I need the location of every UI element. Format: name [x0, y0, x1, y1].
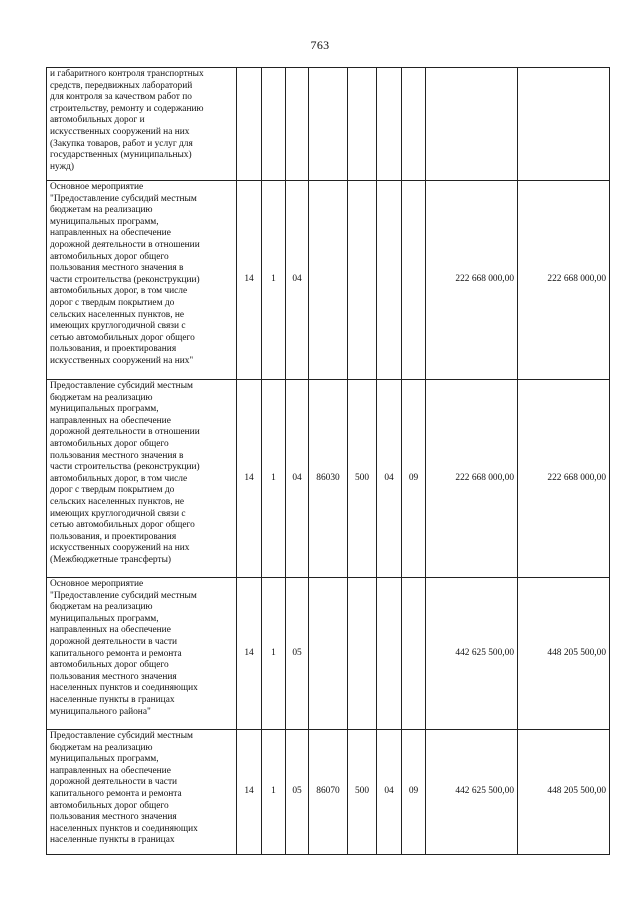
subsection-code [402, 181, 426, 380]
amount-year-2: 448 205 500,00 [518, 730, 610, 855]
budget-table [46, 67, 610, 855]
section-code [377, 578, 402, 730]
event-code: 05 [286, 730, 309, 855]
expense-type-code: 500 [348, 730, 377, 855]
expense-type-code [348, 68, 377, 181]
subsection-code [402, 578, 426, 730]
subprogram-code [262, 68, 286, 181]
direction-code: 86070 [309, 730, 348, 855]
section-code [377, 68, 402, 181]
amount-year-1: 222 668 000,00 [426, 181, 518, 380]
subprogram-code: 1 [262, 730, 286, 855]
subsection-code [402, 68, 426, 181]
section-code: 04 [377, 730, 402, 855]
program-code: 14 [237, 730, 262, 855]
table-row [47, 380, 610, 578]
event-code: 05 [286, 578, 309, 730]
row-description: Основное мероприятие "Предоставление субсидий местным бюджетам на реализацию муниципальных программ, направленных на обеспечение дорожной деятельности в части капитального ремонта и ремонта автомобильных дорог общего пользования местного значения населенных пунктов и соединяющих населенные пункты в границах муниципального района" [47, 578, 237, 730]
page-number: 763 [310, 38, 330, 52]
table-row [47, 730, 610, 855]
program-code: 14 [237, 380, 262, 578]
subprogram-code: 1 [262, 380, 286, 578]
table-row [47, 578, 610, 730]
direction-code [309, 578, 348, 730]
program-code: 14 [237, 578, 262, 730]
table-row [47, 68, 610, 181]
row-description: Предоставление субсидий местным бюджетам на реализацию муниципальных программ, направленных на обеспечение дорожной деятельности в отношении автомобильных дорог общего пользования местного значения в части строительства (реконструкции) автомобильных дорог, в том числе дорог с твердым покрытием до сельских населенных пунктов, не имеющих круглогодичной связи с сетью автомобильных дорог общего пользования, и проектирования искусственных сооружений на них (Межбюджетные трансферты) [47, 380, 237, 578]
amount-year-2: 448 205 500,00 [518, 578, 610, 730]
event-code [286, 68, 309, 181]
program-code [237, 68, 262, 181]
direction-code [309, 181, 348, 380]
expense-type-code: 500 [348, 380, 377, 578]
row-description: Основное мероприятие "Предоставление субсидий местным бюджетам на реализацию муниципальных программ, направленных на обеспечение дорожной деятельности в отношении автомобильных дорог общего пользования местного значения в части строительства (реконструкции) автомобильных дорог, в том числе дорог с твердым покрытием до сельских населенных пунктов, не имеющих круглогодичной связи с сетью автомобильных дорог общего пользования, и проектирования искусственных сооружений на них" [47, 181, 237, 380]
event-code: 04 [286, 181, 309, 380]
amount-year-2: 222 668 000,00 [518, 380, 610, 578]
program-code: 14 [237, 181, 262, 380]
row-description: Предоставление субсидий местным бюджетам на реализацию муниципальных программ, направленных на обеспечение дорожной деятельности в части капитального ремонта и ремонта автомобильных дорог общего пользования местного значения населенных пунктов и соединяющих населенные пункты в границах [47, 730, 237, 855]
row-description: и габаритного контроля транспортных средств, передвижных лабораторий для контроля за качеством работ по строительству, ремонту и содержанию автомобильных дорог и искусственных сооружений на них (Закупка товаров, работ и услуг для государственных (муниципальных) нужд) [47, 68, 237, 181]
subprogram-code: 1 [262, 578, 286, 730]
amount-year-1: 442 625 500,00 [426, 730, 518, 855]
direction-code [309, 68, 348, 181]
expense-type-code [348, 181, 377, 380]
amount-year-1: 442 625 500,00 [426, 578, 518, 730]
amount-year-2 [518, 68, 610, 181]
amount-year-1 [426, 68, 518, 181]
expense-type-code [348, 578, 377, 730]
amount-year-2: 222 668 000,00 [518, 181, 610, 380]
section-code: 04 [377, 380, 402, 578]
subsection-code: 09 [402, 380, 426, 578]
amount-year-1: 222 668 000,00 [426, 380, 518, 578]
event-code: 04 [286, 380, 309, 578]
table-row [47, 181, 610, 380]
direction-code: 86030 [309, 380, 348, 578]
section-code [377, 181, 402, 380]
subprogram-code: 1 [262, 181, 286, 380]
subsection-code: 09 [402, 730, 426, 855]
